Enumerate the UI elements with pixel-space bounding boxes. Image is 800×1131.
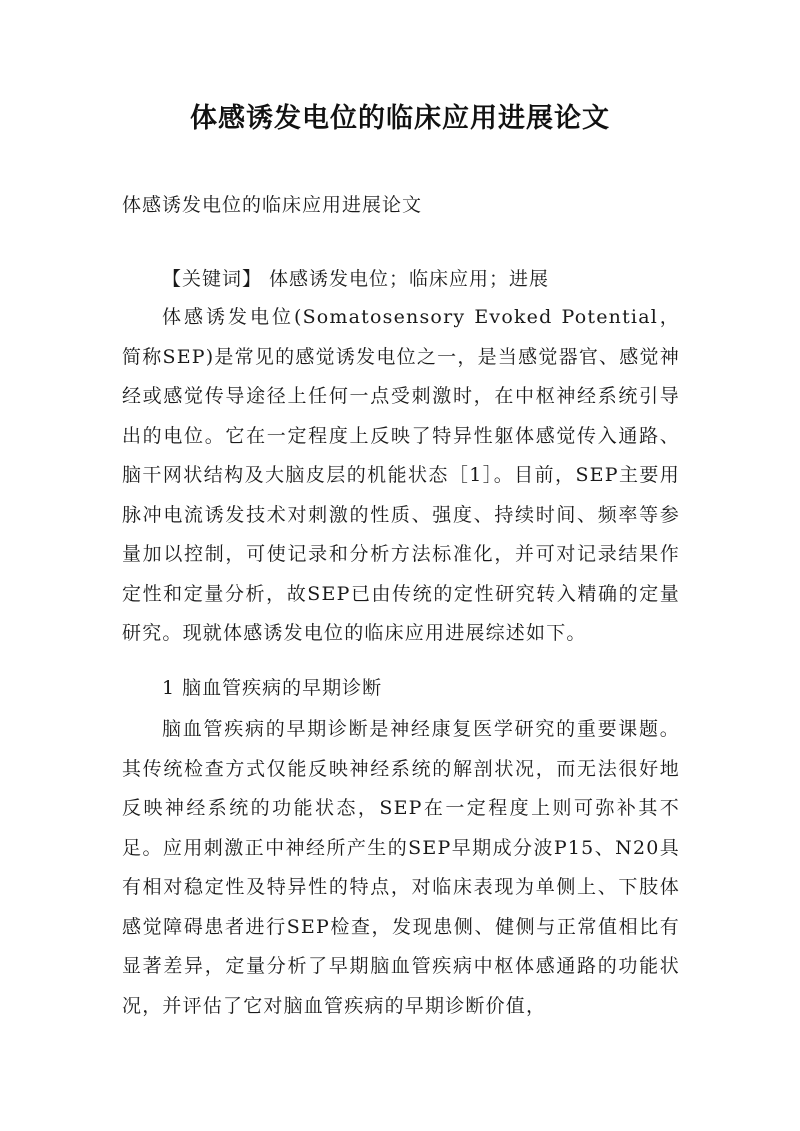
paragraph-section-1: 脑血管疾病的早期诊断是神经康复医学研究的重要课题。其传统检查方式仅能反映神经系统的解剖状况，而无法很好地反映神经系统的功能状态，SEP在一定程度上则可弥补其不足。应用刺激正中神经所产生的SEP早期成分波P15、N20具有相对稳定性及特异性的特点，对临床表现为单侧上、下肢体感觉障碍患者进行SEP检查，发现患侧、健侧与正常值相比有显著差异，定量分析了早期脑血管疾病中枢体感通路的功能状况，并评估了它对脑血管疾病的早期诊断价值， xyxy=(122,718,680,1017)
paragraph-introduction: 体感诱发电位(Somatosensory Evoked Potential，简称SEP)是常见的感觉诱发电位之一，是当感觉器官、感觉神经或感觉传导途径上任何一点受刺激时，在中枢神经系统引导出的电位。它在一定程度上反映了特异性躯体感觉传入通路、脑干网状结构及大脑皮层的机能状态［1］。目前，SEP主要用脉冲电流诱发技术对刺激的性质、强度、持续时间、频率等参量加以控制，可使记录和分析方法标准化，并可对记录结果作定性和定量分析，故SEP已由传统的定性研究转入精确的定量研究。现就体感诱发电位的临床应用进展综述如下。 xyxy=(122,306,680,644)
section-heading-1: 1 脑血管疾病的早期诊断 xyxy=(162,677,383,699)
document-subtitle: 体感诱发电位的临床应用进展论文 xyxy=(122,194,423,216)
document-title: 体感诱发电位的临床应用进展论文 xyxy=(190,103,610,134)
keywords-line: 【关键词】 体感诱发电位；临床应用；进展 xyxy=(162,268,550,290)
